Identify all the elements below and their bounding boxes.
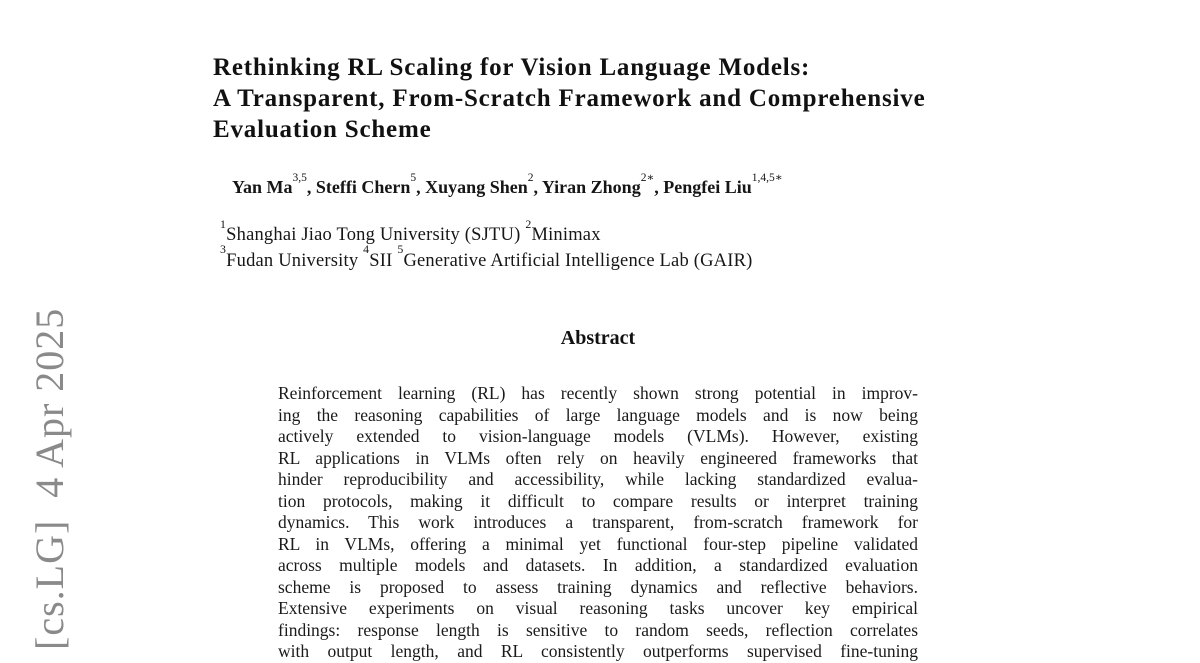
- title-line-2: A Transparent, From-Scratch Framework and Comprehensive: [213, 85, 926, 112]
- abstract-line: RL in VLMs, offering a minimal yet functional four-step pipeline validated: [278, 533, 918, 554]
- abstract-line: Extensive experiments on visual reasoning tasks uncover key empirical: [278, 598, 918, 618]
- abstract-line: with output length, and RL consistently outperforms supervised fine-tuning: [278, 641, 918, 661]
- author-superscript: 2: [527, 171, 534, 184]
- author-superscript: 2∗: [640, 171, 655, 184]
- abstract-line: actively extended to vision-language models (VLMs). However, existing: [278, 426, 918, 446]
- affiliation-superscript: 1: [220, 216, 227, 231]
- author: [541, 171, 664, 197]
- author: [663, 171, 783, 197]
- abstract-line: RL applications in VLMs often rely on heavily engineered frameworks that: [278, 447, 918, 468]
- author: [425, 171, 542, 197]
- abstract-line: hinder reproducibility and accessibility, while lacking standardized evalua-: [278, 469, 918, 489]
- abstract-line: findings: response length is sensitive to random seeds, reflection correlates: [278, 619, 918, 640]
- author-name: Steffi Chern: [315, 177, 411, 197]
- abstract-line: ing the reasoning capabilities of large language models and is now being: [278, 404, 918, 425]
- author-name: Pengfei Liu: [663, 177, 752, 197]
- author-separator: ,: [654, 177, 664, 197]
- arxiv-stamp: [cs.LG] 4 Apr 2025: [27, 307, 72, 650]
- affiliation-name: Fudan University: [226, 250, 364, 271]
- author-separator: ,: [306, 177, 316, 197]
- affiliation-superscript: 3: [220, 242, 227, 257]
- author: [232, 171, 316, 197]
- author: [315, 171, 426, 197]
- author-separator: ,: [416, 177, 426, 197]
- author-separator: ,: [533, 177, 542, 197]
- abstract-line: tion protocols, making it difficult to compare results or interpret training: [278, 490, 918, 511]
- author-superscript: 1,4,5∗: [751, 171, 783, 184]
- affiliation-name: Shanghai Jiao Tong University (SJTU): [226, 225, 526, 245]
- abstract-text: [278, 383, 918, 663]
- affiliation-superscript: 2: [525, 216, 532, 231]
- title-line-1: Rethinking RL Scaling for Vision Language Models:: [213, 54, 811, 81]
- author-name: Xuyang Shen: [425, 177, 528, 197]
- abstract-heading: Abstract: [560, 327, 636, 349]
- affiliation-line-1: [220, 216, 752, 249]
- affiliation-superscript: 5: [397, 242, 404, 257]
- affiliation-line-2: [220, 242, 753, 275]
- abstract-line: dynamics. This work introduces a transparent, from-scratch framework for: [278, 512, 918, 532]
- title-line-3: Evaluation Scheme: [213, 116, 432, 143]
- authors-line: [232, 171, 783, 198]
- author-superscript: 3,5: [292, 171, 307, 184]
- author-name: Yan Ma: [232, 177, 293, 197]
- abstract-line: Reinforcement learning (RL) has recently shown strong potential in improv-: [278, 383, 918, 403]
- affiliation-name: Generative Artificial Intelligence Lab (GAIR): [403, 250, 753, 271]
- abstract-line: scheme is proposed to assess training dynamics and reflective behaviors.: [278, 576, 918, 597]
- affiliation-name: SII: [369, 250, 398, 271]
- paper-title: [213, 52, 925, 145]
- abstract-line: across multiple models and datasets. In addition, a standardized evaluation: [278, 555, 918, 575]
- affiliation-name: Minimax: [531, 225, 601, 245]
- author-superscript: 5: [410, 171, 417, 184]
- affiliations: [220, 216, 753, 274]
- author-name: Yiran Zhong: [541, 177, 641, 197]
- affiliation-superscript: 4: [363, 242, 370, 257]
